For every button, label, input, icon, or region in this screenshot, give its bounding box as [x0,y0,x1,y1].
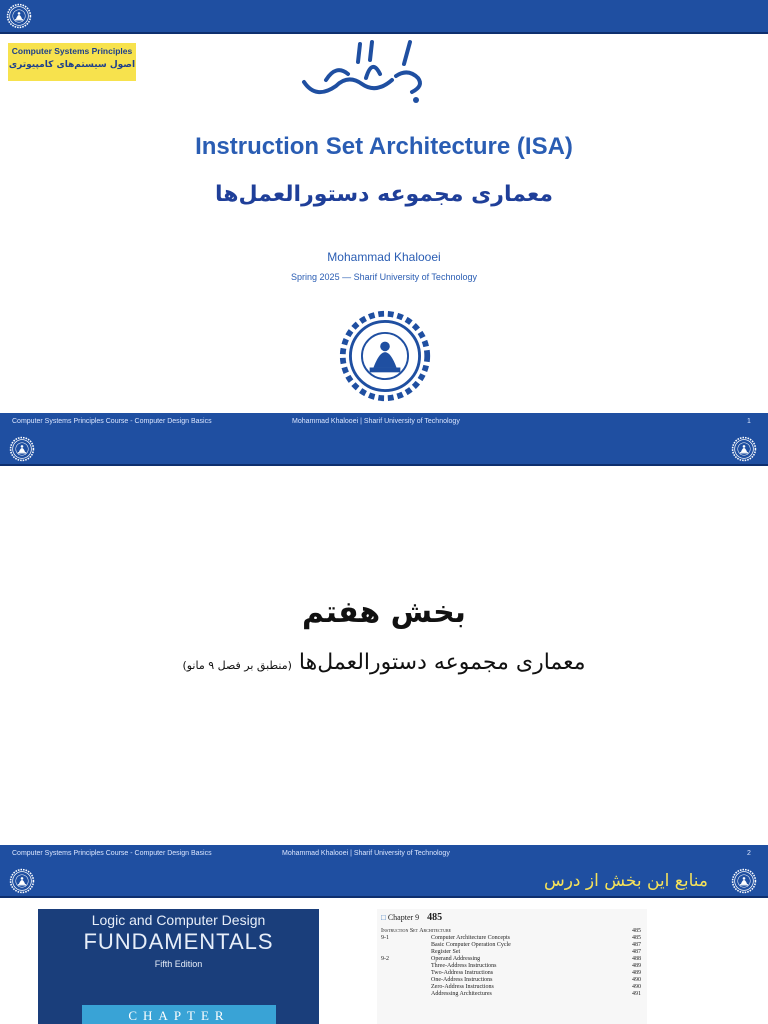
toc-chapter-page: 485 [427,912,443,923]
toc-row-page: 491 [632,991,641,997]
footer-course: Computer Systems Principles Course - Computer Design Basics [12,418,212,425]
course-name-en: Computer Systems Principles [11,46,133,56]
toc-row-number: 9-1 [381,935,389,941]
page-number: 1 [747,418,751,425]
sharif-logo-icon [9,868,35,894]
section-note: (منطبق بر فصل ۹ مانو) [182,659,292,672]
footer-author: Mohammad Khalooei | Sharif University of Technology [282,850,450,857]
bismillah-calligraphy [296,34,436,104]
course-name-fa: اصول سیستم‌های کامپیوتری [8,60,136,70]
toc-row-page: 487 [632,942,641,948]
toc-row-text: Operand Addressing [431,956,481,962]
toc-row-page: 485 [632,935,641,941]
slide3-title: منابع این بخش از درس [543,871,708,891]
sharif-logo-icon [731,436,757,462]
slide2-header-band [0,432,768,466]
term-info: Spring 2025 — Sharif University of Technology [291,272,477,282]
footer-author: Mohammad Khalooei | Sharif University of Technology [292,418,460,425]
footer-course: Computer Systems Principles Course - Computer Design Basics [12,850,212,857]
toc-row-text: Instruction Set Architecture [381,928,452,934]
toc-row-page: 490 [632,984,641,990]
slide1-title-fa: معماری مجموعه دستورالعمل‌ها [214,182,554,207]
section-subtitle [0,650,768,675]
book-cover [38,909,319,1024]
sharif-seal-icon [337,308,433,404]
slide1-header-band [0,0,768,34]
book-title-line1: Logic and Computer Design [91,912,266,928]
course-label-box [8,43,136,81]
table-of-contents [377,909,647,1024]
slide1-footer [0,413,768,432]
square-bullet-icon: □ [381,913,386,922]
page-number: 2 [747,850,751,857]
toc-row-page: 487 [632,949,641,955]
sharif-logo-icon [6,3,32,29]
toc-row-text: Zero-Address Instructions [431,984,494,990]
book-edition: Fifth Edition [154,959,203,969]
toc-header [381,912,442,923]
section-title: بخش هفتم [302,595,466,630]
book-title-line2: FUNDAMENTALS [83,929,274,954]
toc-row-page: 490 [632,977,641,983]
toc-row-text: One-Address Instructions [431,977,493,983]
toc-row-number: 9-2 [381,956,389,962]
sharif-logo-icon [731,868,757,894]
toc-chapter-label: Chapter 9 [387,913,420,922]
slide2-footer [0,845,768,864]
book-chapter-banner: CHAPTER [82,1005,276,1024]
toc-row-text: Three-Address Instructions [431,963,497,969]
toc-row-text: Register Set [431,949,461,955]
toc-row-text: Computer Architecture Concepts [431,935,510,941]
toc-row-page: 489 [632,963,641,969]
slide1-title-en: Instruction Set Architecture (ISA) [195,133,573,160]
sharif-logo-icon [9,436,35,462]
toc-row-text: Basic Computer Operation Cycle [431,942,511,948]
toc-row-page: 485 [632,928,641,934]
toc-row-text: Two-Address Instructions [431,970,494,976]
author-name: Mohammad Khalooei [327,250,441,264]
toc-row-page: 489 [632,970,641,976]
section-subtitle-text: معماری مجموعه دستورالعمل‌ها [298,650,586,675]
toc-row-page: 488 [632,956,641,962]
toc-row-text: Addressing Architectures [431,991,492,997]
